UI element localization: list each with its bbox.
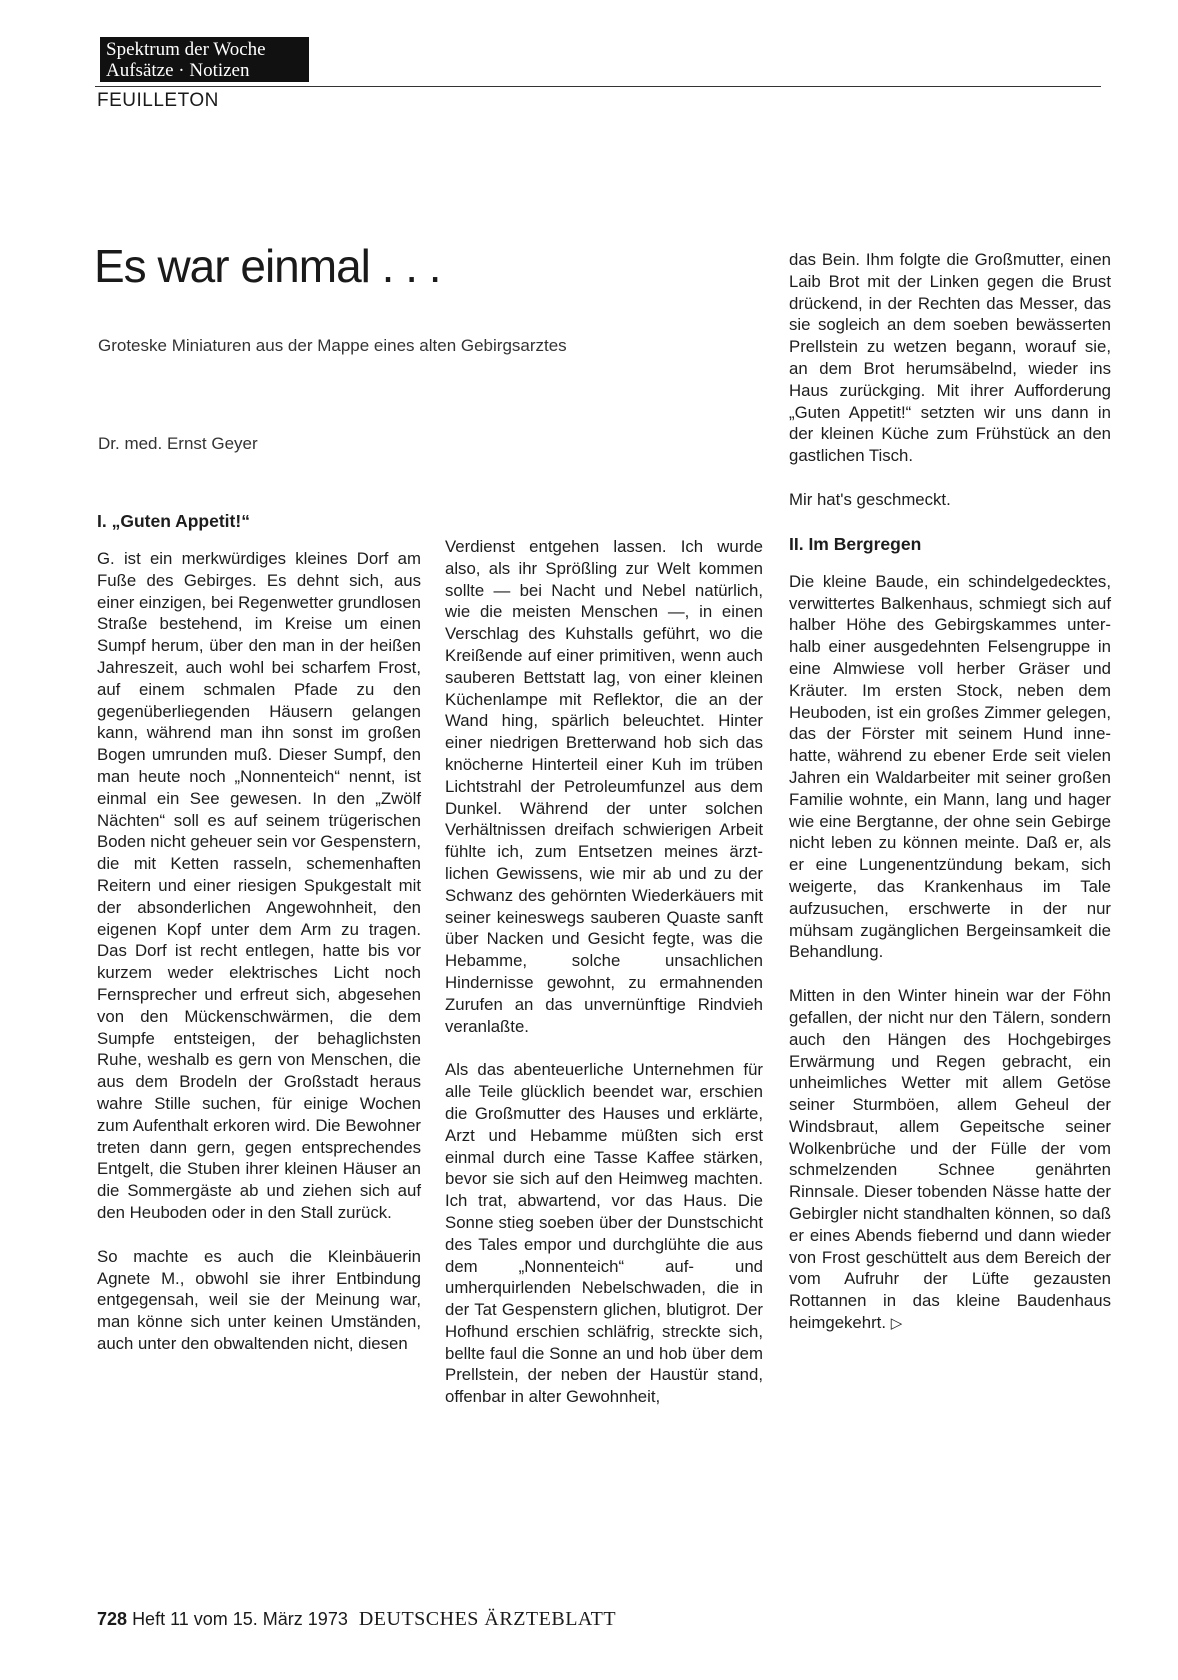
paragraph [789, 985, 1111, 1335]
paragraph: das Bein. Ihm folgte die Großmutter, einen Laib Brot mit der Linken gegen die Brust drückend, in der Rechten das Messer, das sie sogleich an dem soeben bewässerten Prellstein zu wetzen begann, worauf sie, an dem Brot herumsäbelnd, wieder ins Haus zurückging. Mit ihrer Aufforderung „Guten Appetit!“ setzten wir uns dann in der kleinen Küche zum Frühstück an den gastlichen Tisch. [789, 250, 1111, 466]
journal-name: DEUTSCHES ÄRZTEBLATT [358, 1608, 617, 1630]
text-column-1 [97, 510, 421, 1377]
issue-info: Heft 11 vom 15. März 1973 [132, 1609, 348, 1629]
paragraph: So machte es auch die Kleinbäuerin Agnete M., obwohl sie ihrer Entbindung entgegensah, weil sie der Meinung war, man könne sich unter keinen Umständen, auch unter den obwaltenden nicht, diesen [97, 1246, 421, 1353]
badge-line-2: Aufsätze · Notizen [106, 60, 250, 81]
article-author: Dr. med. Ernst Geyer [98, 434, 258, 453]
paragraph-text: Mitten in den Winter hinein war der Föhn gefallen, der nicht nur den Tälern, sondern auch den Hängen des Hochgebirges Erwärmung und Regen gebracht, ein unheimliches Wetter mit allem Getöse seiner Sturmböen, allem Geheul der Windsbraut, allem Gepeitsche seiner Wolkenbrüche und der Fülle der vom schmelzenden Schnee genährten Rinnsale. Dieser tobenden Nässe hatte der Gebirgler nicht standhalten können, so daß er eines Abends fiebernd und dann wieder von Frost geschüttelt aus dem Bereich der vom Aufruhr der Lüfte gezausten Rottannen in das kleine Baudenhaus heimgekehrt. [789, 986, 1111, 1333]
paragraph: Mir hat's geschmeckt. [789, 489, 951, 509]
header-rule [95, 86, 1101, 87]
article-subtitle: Groteske Miniaturen aus der Mappe eines alten Gebirgsarztes [98, 336, 567, 355]
section-label: FEUILLETON [97, 90, 219, 111]
section-heading-1: I. „Guten Appetit!“ [97, 511, 250, 531]
continue-triangle-icon: ▷ [890, 1315, 903, 1333]
page-number: 728 [97, 1609, 128, 1629]
text-column-3 [789, 249, 1111, 1357]
paragraph: G. ist ein merkwürdiges kleines Dorf am Fuße des Gebirges. Es dehnt sich, aus einer einzigen, bei Regenwetter grundlosen Straße bestehend, im Kreise um einen Sumpf herum, über den man in der heißen Jahreszeit, auch wohl bei scharfem Frost, auf einem schmalen Pfade zu den gegenüberliegenden Häusern gelangen kann, während man ihn sonst im großen Bogen umrunden muß. Dieser Sumpf, den man heute noch „Nonnenteich“ nennt, ist einmal ein See gewesen. In den „Zwölf Nächten“ soll es auf seinem trügerischen Boden nicht geheuer sein vor Gespenstern, die mit Ketten rasseln, schemenhaften Reitern und einer riesigen Spukgestalt mit der absonderlichen Angewohnheit, den eigenen Kopf unter dem Arm zu tragen. Das Dorf ist recht entlegen, hatte bis vor kurzem weder elektrisches Licht noch Fernsprecher und erfreut sich, abgesehen von den Mückenschwärmen, die dem Sumpfe entsteigen, der behaglichsten Ruhe, weshalb es gern von Menschen, die aus dem Brodeln der Großstadt heraus wahre Stille suchen, für einige Wochen zum Aufenthalt erkoren wird. Die Bewohner treten dann gern, gegen entsprechendes Entgelt, die Stuben ihrer kleinen Häuser an die Sommergäste ab und ziehen sich auf den Heuboden oder in den Stall zurück. [97, 549, 421, 1222]
section-badge [100, 37, 309, 82]
page-footer [97, 1608, 616, 1631]
paragraph: Als das abenteuerliche Unternehmen für alle Teile glücklich beendet war, erschien die Großmutter des Hauses und erklärte, Arzt und Hebamme müßten sich erst einmal durch eine Tasse Kaffee stärken, bevor sie sich auf den Heimweg machten. Ich trat, abwartend, vor das Haus. Die Sonne stieg soeben über der Dunstschicht des Tales empor und durchglühte die aus dem „Nonnenteich“ auf- und umherquirlenden Nebelschwaden, die in der Tat Gespenstern glichen, blutigrot. Der Hofhund erschien schläfrig, streckte sich, bellte faul die Sonne an und hob über dem Prellstein, der neben der Haustür stand, offenbar in alter Gewohnheit, [445, 1060, 763, 1407]
badge-line-1: Spektrum der Woche [106, 39, 266, 60]
paragraph: Verdienst entgehen lassen. Ich wurde also, als ihr Sprößling zur Welt kommen sollte — bei Nacht und Nebel natürlich, wie die meisten Menschen —, in einen Verschlag des Kuhstalls geführt, wo die Kreißende auf einer primitiven, wenn auch sauberen Bettstatt lag, von einer kleinen Küchenlampe mit Reflektor, die an der Wand hing, spärlich beleuchtet. Hinter einer niedrigen Bretterwand hob sich das knöcherne Hinterteil einer Kuh im trüben Lichtstrahl der Petroleumfunzel aus dem Dunkel. Während der unter solchen Verhältnissen dreifach schwierigen Arbeit fühlte ich, zum Entsetzen meines ärztlichen Gewissens, wie mir ab und zu der Schwanz des gehörnten Wiederkäuers mit seiner keineswegs sauberen Quaste sanft über Nacken und Gesicht fegte, was die Hebamme, solche unsachlichen Hindernisse gewohnt, zu ermahnenden Zurufen an das unvernünftige Rindvieh veranlaßte. [445, 537, 763, 1036]
text-column-2 [445, 536, 763, 1430]
paragraph: Die kleine Baude, ein schindelgedecktes, verwittertes Balkenhaus, schmiegt sich auf halber Höhe des Gebirgskammes unterhalb einer ausgedehnten Felsengruppe in eine Almwiese voll herber Gräser und Kräuter. Im ersten Stock, neben dem Heuboden, ist ein großes Zimmer gelegen, das der Förster mit seinem Hund innehatte, während zu ebener Erde seit vielen Jahren ein Waldarbeiter mit seiner großen Familie wohnte, ein Mann, lang und hager wie eine Bergtanne, der ohne sein Gebirge nicht leben zu können meinte. Daß er, als er eine Lungenentzündung bekam, sich weigerte, das Krankenhaus im Tale aufzusuchen, erschwerte in der nur mühsam zugänglichen Bergeinsamkeit die Behandlung. [789, 571, 1111, 962]
section-heading-2: II. Im Bergregen [789, 533, 922, 554]
article-title: Es war einmal . . . [94, 240, 441, 292]
